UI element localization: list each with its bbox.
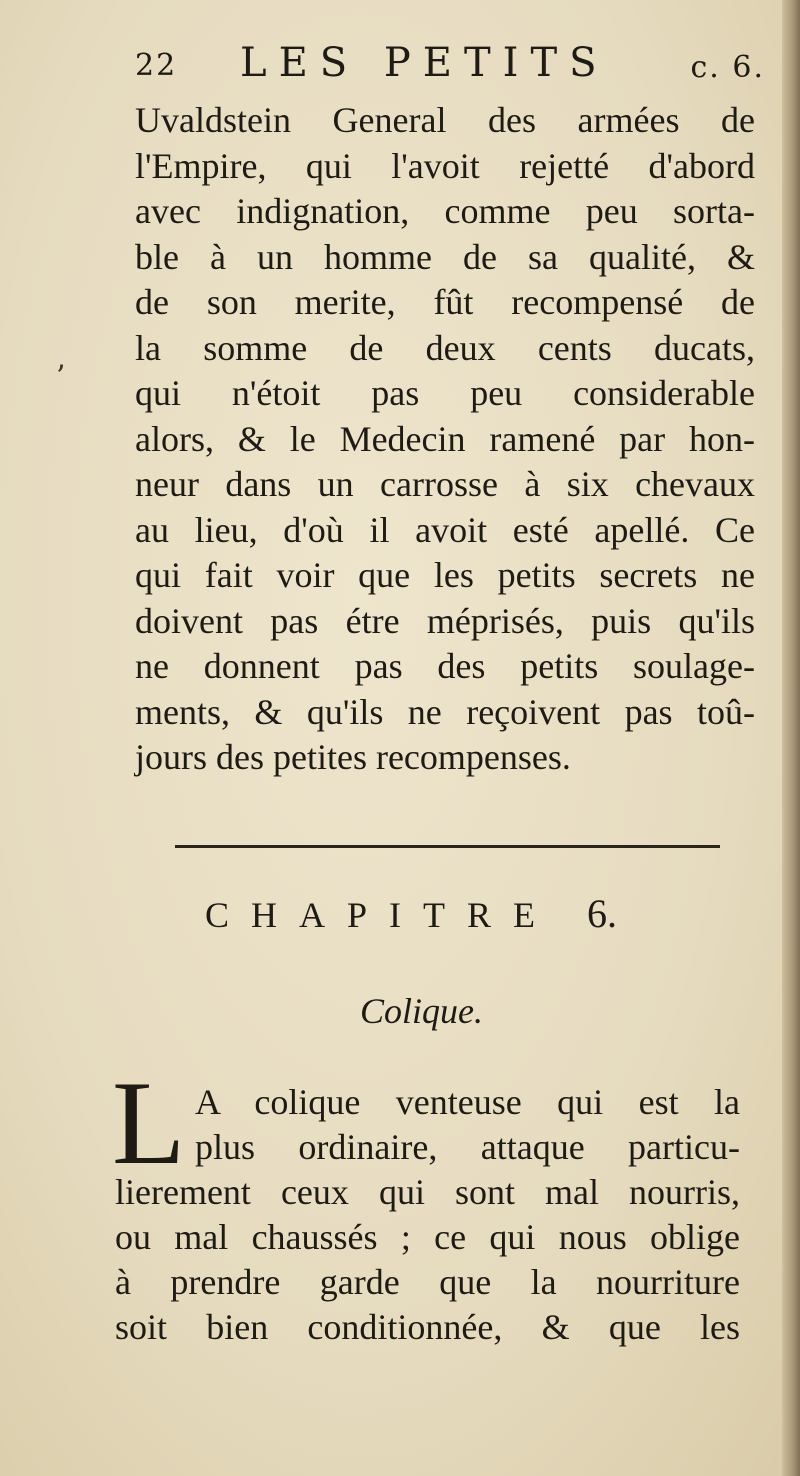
- text-line: alors, & le Medecin ramené par hon-: [135, 418, 755, 459]
- text-line: ou mal chaussés ; ce qui nous oblige: [115, 1217, 740, 1257]
- text-line: la somme de deux cents ducats,: [135, 327, 755, 368]
- text-line: avec indignation, comme peu sorta-: [135, 191, 755, 231]
- chapter-heading: [205, 890, 705, 937]
- chapter-reference: c. 6.: [690, 50, 765, 85]
- text-line: Uvaldstein General des armées de: [135, 100, 755, 140]
- text-line: de son merite, fût recompensé de: [135, 282, 755, 322]
- text-line: A colique venteuse qui est la: [195, 1082, 740, 1122]
- drop-cap: L: [112, 1056, 186, 1189]
- text-line: soit bien conditionnée, & que les: [115, 1307, 740, 1347]
- text-line: plus ordinaire, attaque particu-: [195, 1127, 740, 1167]
- chapter-subject: Colique.: [360, 991, 483, 1031]
- text-line: ble à un homme de sa qualité, &: [135, 236, 755, 277]
- chapter-paragraph: [115, 1080, 740, 1350]
- text-line: doivent pas étre méprisés, puis qu'ils: [135, 600, 755, 641]
- book-spine-shadow: [782, 0, 800, 1476]
- text-line: ne donnent pas des petits soulage-: [135, 646, 755, 686]
- page-header: [135, 40, 775, 100]
- margin-pencil-mark: ʼ: [55, 360, 65, 395]
- text-line: jours des petites recompenses.: [135, 737, 571, 777]
- text-line: qui fait voir que les petits secrets ne: [135, 555, 755, 595]
- text-line: au lieu, d'où il avoit esté apellé. Ce: [135, 509, 755, 550]
- paragraph-continued: [135, 98, 755, 781]
- chapter-label: CHAPITRE: [205, 895, 558, 935]
- page-number: 22: [135, 48, 178, 83]
- text-line: ments, & qu'ils ne reçoivent pas toû-: [135, 691, 755, 732]
- section-divider: [175, 845, 720, 848]
- text-line: neur dans un carrosse à six chevaux: [135, 464, 755, 504]
- text-line: l'Empire, qui l'avoit rejetté d'abord: [135, 145, 755, 186]
- text-line: qui n'étoit pas peu considerable: [135, 373, 755, 413]
- running-title: LES PETITS: [240, 40, 609, 86]
- text-line: lierement ceux qui sont mal nourris,: [115, 1172, 740, 1212]
- chapter-number: 6.: [587, 891, 618, 936]
- text-line: à prendre garde que la nourriture: [115, 1262, 740, 1302]
